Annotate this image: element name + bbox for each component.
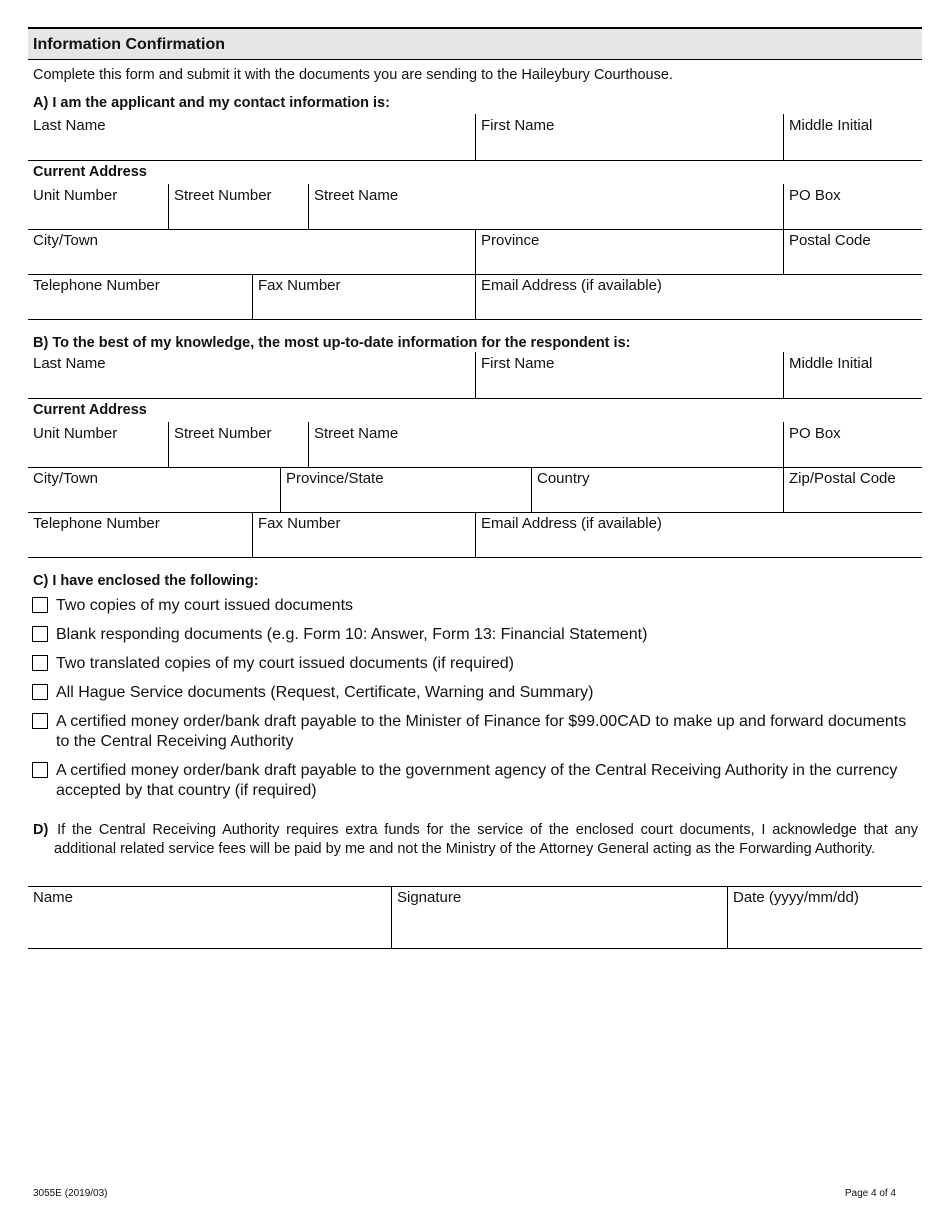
respondent-province-state-field[interactable] xyxy=(280,467,531,512)
enclosed-item xyxy=(32,654,912,674)
field-label: Street Name xyxy=(314,187,399,204)
applicant-unit-number-field[interactable] xyxy=(28,184,168,230)
field-label: Email Address (if available) xyxy=(481,277,662,294)
field-label: Name xyxy=(33,889,74,906)
applicant-province-field[interactable] xyxy=(475,229,783,274)
applicant-first-name-field[interactable] xyxy=(475,114,783,160)
field-label: Last Name xyxy=(33,355,106,372)
divider xyxy=(28,398,922,399)
divider xyxy=(28,557,922,558)
field-label: Zip/Postal Code xyxy=(789,470,896,487)
divider xyxy=(28,160,922,161)
applicant-telephone-field[interactable] xyxy=(28,274,252,319)
section-c-heading: C) I have enclosed the following: xyxy=(33,573,259,589)
field-label: Middle Initial xyxy=(789,117,873,134)
field-label: Fax Number xyxy=(258,515,341,532)
field-label: Unit Number xyxy=(33,425,118,442)
field-label: City/Town xyxy=(33,232,99,249)
respondent-street-number-field[interactable] xyxy=(168,422,308,467)
field-label: Country xyxy=(537,470,590,487)
respondent-unit-number-field[interactable] xyxy=(28,422,168,467)
checkbox[interactable] xyxy=(32,655,48,671)
checkbox-label: A certified money order/bank draft payable to the government agency of the Central Receiving Authority in the currency accepted by that country (if required) xyxy=(56,762,898,799)
respondent-zip-postal-field[interactable] xyxy=(783,467,922,512)
field-label: Postal Code xyxy=(789,232,871,249)
section-a-heading: A) I am the applicant and my contact information is: xyxy=(33,95,390,111)
field-label: Last Name xyxy=(33,117,106,134)
divider xyxy=(28,319,922,320)
section-d-acknowledgement xyxy=(33,821,918,859)
applicant-city-field[interactable] xyxy=(28,229,475,274)
field-label: Date (yyyy/mm/dd) xyxy=(733,889,859,906)
field-label: Province xyxy=(481,232,540,249)
respondent-last-name-field[interactable] xyxy=(28,352,475,398)
field-label: Middle Initial xyxy=(789,355,873,372)
checkbox[interactable] xyxy=(32,684,48,700)
respondent-first-name-field[interactable] xyxy=(475,352,783,398)
respondent-email-field[interactable] xyxy=(475,512,922,557)
checkbox[interactable] xyxy=(32,626,48,642)
field-label: Telephone Number xyxy=(33,277,160,294)
field-label: Unit Number xyxy=(33,187,118,204)
applicant-email-field[interactable] xyxy=(475,274,922,319)
applicant-street-name-field[interactable] xyxy=(308,184,783,230)
field-label: Street Number xyxy=(174,425,272,442)
respondent-middle-initial-field[interactable] xyxy=(783,352,922,398)
name-field[interactable] xyxy=(28,886,391,948)
field-label: City/Town xyxy=(33,470,99,487)
field-label: Fax Number xyxy=(258,277,341,294)
applicant-fax-field[interactable] xyxy=(252,274,475,319)
field-label: First Name xyxy=(481,355,555,372)
respondent-po-box-field[interactable] xyxy=(783,422,922,467)
applicant-po-box-field[interactable] xyxy=(783,184,922,230)
respondent-street-name-field[interactable] xyxy=(308,422,783,467)
applicant-postal-code-field[interactable] xyxy=(783,229,922,274)
applicant-current-address-heading: Current Address xyxy=(33,164,147,180)
checkbox[interactable] xyxy=(32,762,48,778)
field-label: Signature xyxy=(397,889,462,906)
intro-text: Complete this form and submit it with the documents you are sending to the Haileybury Courthouse. xyxy=(33,67,673,83)
respondent-fax-field[interactable] xyxy=(252,512,475,557)
page-title: Information Confirmation xyxy=(33,36,225,53)
applicant-middle-initial-field[interactable] xyxy=(783,114,922,160)
enclosed-item xyxy=(32,683,912,703)
enclosed-item xyxy=(32,625,912,645)
respondent-city-field[interactable] xyxy=(28,467,280,512)
section-header xyxy=(28,27,922,60)
applicant-street-number-field[interactable] xyxy=(168,184,308,230)
field-label: PO Box xyxy=(789,187,841,204)
checkbox-label: All Hague Service documents (Request, Certificate, Warning and Summary) xyxy=(56,684,594,701)
field-label: Street Name xyxy=(314,425,399,442)
respondent-current-address-heading: Current Address xyxy=(33,402,147,418)
field-label: Street Number xyxy=(174,187,272,204)
signature-field[interactable] xyxy=(391,886,727,948)
checkbox[interactable] xyxy=(32,597,48,613)
field-label: PO Box xyxy=(789,425,841,442)
enclosed-item xyxy=(32,712,912,752)
checkbox-label: Two copies of my court issued documents xyxy=(56,597,354,614)
enclosed-item xyxy=(32,596,912,616)
respondent-country-field[interactable] xyxy=(531,467,783,512)
applicant-last-name-field[interactable] xyxy=(28,114,475,160)
date-field[interactable] xyxy=(727,886,922,948)
form-number: 3055E (2019/03) xyxy=(33,1188,108,1199)
section-d-text: If the Central Receiving Authority requires extra funds for the service of the enclosed court documents, I acknowledge that any additional related service fees will be paid by me and not the Ministry of the Attorney General acting as the Forwarding Authority. xyxy=(54,822,918,857)
field-label: First Name xyxy=(481,117,555,134)
section-d-label: D) xyxy=(33,822,49,838)
field-label: Telephone Number xyxy=(33,515,160,532)
checkbox[interactable] xyxy=(32,713,48,729)
field-label: Email Address (if available) xyxy=(481,515,662,532)
enclosed-item xyxy=(32,761,912,801)
checkbox-label: Two translated copies of my court issued documents (if required) xyxy=(56,655,514,672)
page-number: Page 4 of 4 xyxy=(844,1188,896,1199)
field-label: Province/State xyxy=(286,470,384,487)
checkbox-label: A certified money order/bank draft payable to the Minister of Finance for $99.00CAD to make up and forward documents to the Central Receiving Authority xyxy=(56,713,907,750)
divider xyxy=(28,948,922,949)
checkbox-label: Blank responding documents (e.g. Form 10: Answer, Form 13: Financial Statement) xyxy=(56,626,648,643)
section-b-heading: B) To the best of my knowledge, the most up-to-date information for the respondent is: xyxy=(33,335,631,351)
respondent-telephone-field[interactable] xyxy=(28,512,252,557)
